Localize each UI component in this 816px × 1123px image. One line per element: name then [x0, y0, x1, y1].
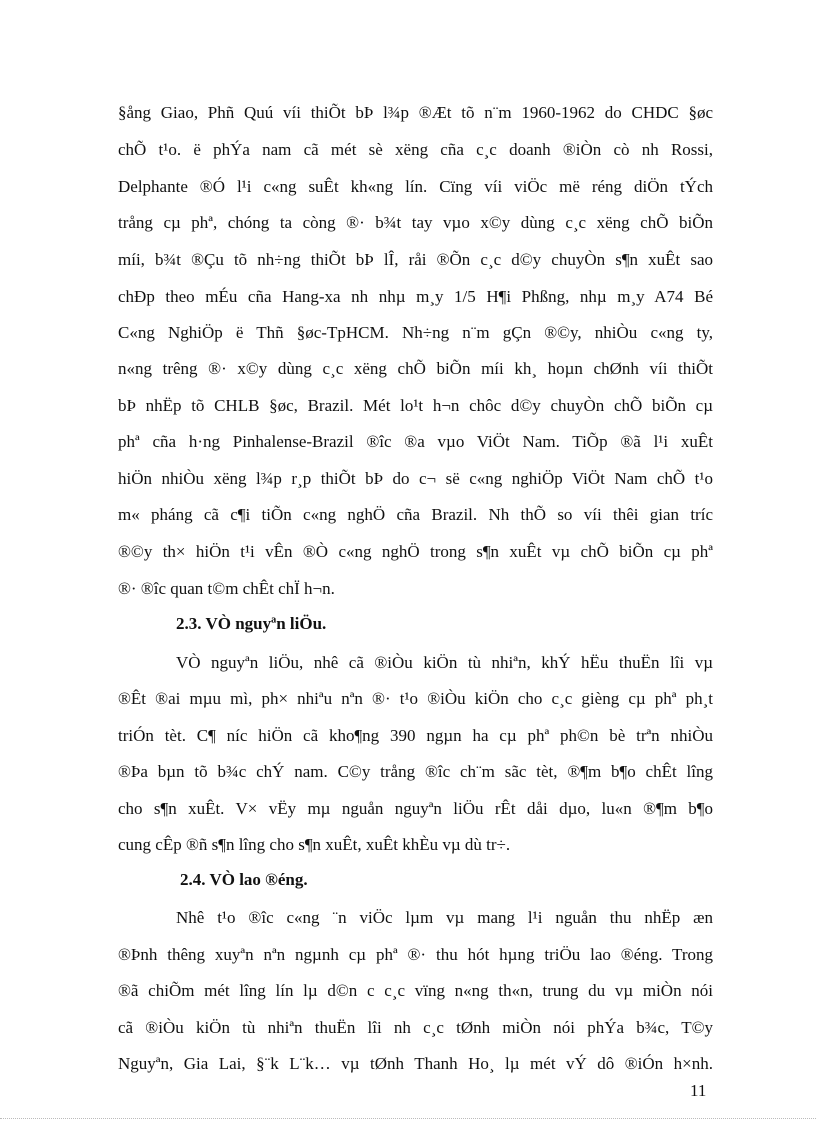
text-line: hiÖn nhiÒu xëng l¾p r¸p thiÕt bÞ do c¬ së c«ng nghiÖp ViÖt Nam chÕ t¹o [118, 469, 713, 488]
text-line: cho s¶n xuÊt. V× vËy mµ nguån nguyªn liÖu rÊt dåi dµo, lu«n ®¶m b¶o [118, 799, 713, 818]
text-line: ®©y th× hiÖn t¹i vÊn ®Ò c«ng nghÖ trong s¶n xuÊt vµ chÕ biÕn cµ phª [118, 542, 713, 561]
text-line: bÞ nhËp tõ CHLB §øc, Brazil. Mét lo¹t h¬n chôc d©y chuyÒn chÕ biÕn cµ [118, 396, 713, 415]
text-line: triÓn tèt. C¶ níc hiÖn cã kho¶ng 390 ngµn ha cµ phª ph©n bè trªn nhiÒu [118, 726, 713, 745]
text-line: Nhê t¹o ®îc c«ng ¨n viÖc lµm vµ mang l¹i nguån thu nhËp æn [176, 908, 713, 927]
text-line: chÕ t¹o. ë phÝa nam cã mét sè xëng cña c¸c doanh ®iÒn cò nh Rossi, [118, 140, 713, 159]
text-line: ®Þa bµn tõ b¾c chÝ nam. C©y trång ®îc ch¨m sãc tèt, ®¶m b¶o chÊt lîng [118, 762, 713, 781]
text-line: n«ng trêng ®· x©y dùng c¸c xëng chÕ biÕn míi kh¸ hoµn chØnh víi thiÕt [118, 359, 713, 378]
text-line: cung cÊp ®ñ s¶n lîng cho s¶n xuÊt, xuÊt khÈu vµ dù tr÷. [118, 835, 511, 854]
text-line: phª cña h·ng Pinhalense-Brazil ®îc ®a vµo ViÖt Nam. TiÕp ®ã l¹i xuÊt [118, 432, 713, 451]
text-line: ®Êt ®ai mµu mì, ph× nhiªu nªn ®· t¹o ®iÒu kiÖn cho c¸c gièng cµ phª ph¸t [118, 689, 713, 708]
text-line: C«ng NghiÖp ë Thñ §øc-TpHCM. Nh÷ng n¨m gÇn ®©y, nhiÒu c«ng ty, [118, 323, 713, 342]
text-line: míi, b¾t ®Çu tõ nh÷ng thiÕt bÞ lÎ, råi ®Õn c¸c d©y chuyÒn s¶n xuÊt sao [118, 250, 713, 269]
section-heading: 2.4. VÒ lao ®éng. [180, 870, 308, 889]
page-number: 11 [690, 1081, 707, 1100]
text-line: trång cµ phª, chóng ta còng ®· b¾t tay vµo x©y dùng c¸c xëng chÕ biÕn [118, 213, 713, 232]
text-line: ®ã chiÕm mét lîng lín lµ d©n c c¸c vïng n«ng th«n, trung du vµ miÒn nói [118, 981, 713, 1000]
text-line: Nguyªn, Gia Lai, §¨k L¨k… vµ tØnh Thanh Ho¸ lµ mét vÝ dô ®iÓn h×nh. [118, 1054, 713, 1073]
text-line: Delphante ®Ó l¹i c«ng suÊt kh«ng lín. Cïng víi viÖc më réng diÖn tÝch [118, 177, 713, 196]
text-line: m« pháng cã c¶i tiÕn c«ng nghÖ cña Brazil. Nh thÕ so víi thêi gian tríc [118, 505, 713, 524]
text-line: ®· ®îc quan t©m chÊt chÏ h¬n. [118, 579, 335, 598]
text-line: cã ®iÒu kiÖn tù nhiªn thuËn lîi nh c¸c tØnh miÒn nói phÝa b¾c, T©y [118, 1018, 713, 1037]
text-line: ®Þnh thêng xuyªn nªn ngµnh cµ phª ®· thu hót hµng triÖu lao ®éng. Trong [118, 945, 713, 964]
text-line: chÐp theo mÉu cña Hang-xa nh nhµ m¸y 1/5 H¶i Phßng, nhµ m¸y A74 Bé [118, 287, 713, 306]
text-line: §ång Giao, Phñ Quú víi thiÕt bÞ l¾p ®Æt tõ n¨m 1960-1962 do CHDC §øc [118, 103, 713, 122]
section-heading: 2.3. VÒ nguyªn liÖu. [176, 614, 327, 633]
page-bottom-border [0, 1118, 816, 1119]
text-line: VÒ nguyªn liÖu, nhê cã ®iÒu kiÖn tù nhiªn, khÝ hËu thuËn lîi vµ [176, 653, 713, 672]
